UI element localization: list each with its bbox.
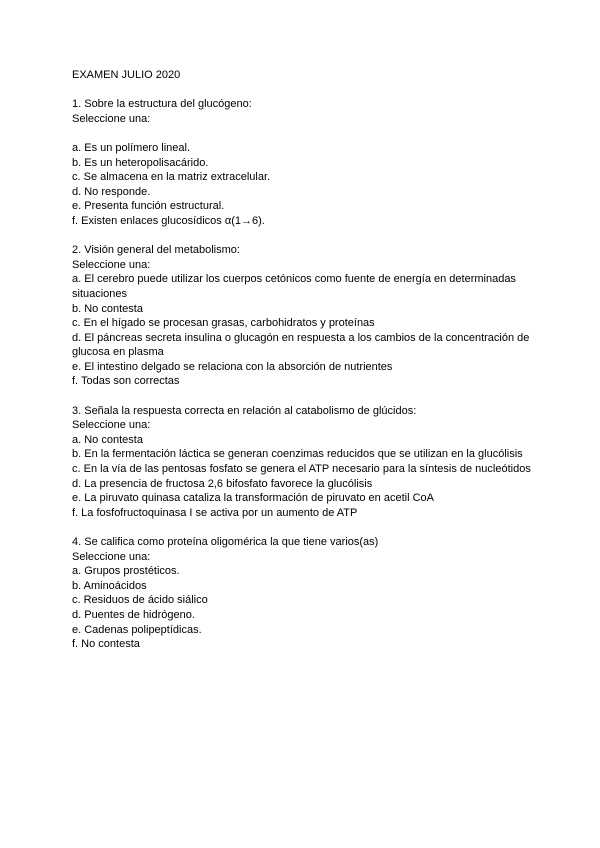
answer-option: c. En el hígado se procesan grasas, carbohidratos y proteínas: [72, 317, 375, 330]
answer-option: e. El intestino delgado se relaciona con la absorción de nutrientes: [72, 360, 393, 373]
answer-option: c. Se almacena en la matriz extracelular.: [72, 171, 271, 184]
question-4: [72, 535, 542, 652]
answer-option: e. La piruvato quinasa cataliza la transformación de piruvato en acetil CoA: [72, 492, 434, 505]
answer-option: d. No responde.: [72, 185, 151, 198]
answer-option: e. Presenta función estructural.: [72, 200, 225, 213]
answer-option: a. El cerebro puede utilizar los cuerpos cetónicos como fuente de energía en determinadas situaciones: [72, 273, 516, 300]
question-2: [72, 243, 542, 389]
question-1: [72, 97, 542, 228]
answer-option: d. Puentes de hidrógeno.: [72, 608, 195, 621]
answer-option: a. Es un polímero lineal.: [72, 141, 191, 154]
answer-option: f. Todas son correctas: [72, 375, 180, 388]
answer-option: c. En la vía de las pentosas fosfato se genera el ATP necesario para la síntesis de nucleótidos: [72, 463, 531, 476]
answer-option: a. No contesta: [72, 433, 143, 446]
answer-option: b. No contesta: [72, 302, 143, 315]
answer-option: c. Residuos de ácido siálico: [72, 594, 208, 607]
answer-option: d. El páncreas secreta insulina o glucagón en respuesta a los cambios de la concentración de glucosa en plasma: [72, 331, 530, 359]
document-title: EXAMEN JULIO 2020: [72, 69, 181, 81]
question-stem: 1. Sobre la estructura del glucógeno:: [72, 98, 252, 111]
answer-option: f. No contesta: [72, 638, 140, 651]
question-stem: 3. Señala la respuesta correcta en relación al catabolismo de glúcidos:: [72, 404, 417, 417]
question-prompt: Seleccione una:: [72, 258, 151, 271]
answer-option: b. Es un heteropolisacárido.: [72, 156, 209, 169]
question-stem: 4. Se califica como proteína oligomérica la que tiene varios(as): [72, 536, 379, 548]
answer-option: f. La fosfofructoquinasa I se activa por un aumento de ATP: [72, 506, 358, 519]
question-prompt: Seleccione una:: [72, 112, 151, 125]
answer-option: b. Aminoácidos: [72, 579, 147, 592]
question-prompt: Seleccione una:: [72, 419, 151, 432]
exam-document: [72, 68, 542, 666]
blank-line: [72, 126, 542, 141]
question-3: [72, 404, 542, 521]
answer-option: f. Existen enlaces glucosídicos α(1→6).: [72, 214, 265, 227]
answer-option: e. Cadenas polipeptídicas.: [72, 623, 202, 636]
answer-option: b. En la fermentación láctica se generan coenzimas reducidos que se utilizan en la glucólisis: [72, 448, 523, 461]
question-stem: 2. Visión general del metabolismo:: [72, 244, 240, 257]
answer-option: d. La presencia de fructosa 2,6 bifosfato favorece la glucólisis: [72, 477, 373, 490]
question-prompt: Seleccione una:: [72, 550, 151, 563]
answer-option: a. Grupos prostéticos.: [72, 565, 180, 578]
